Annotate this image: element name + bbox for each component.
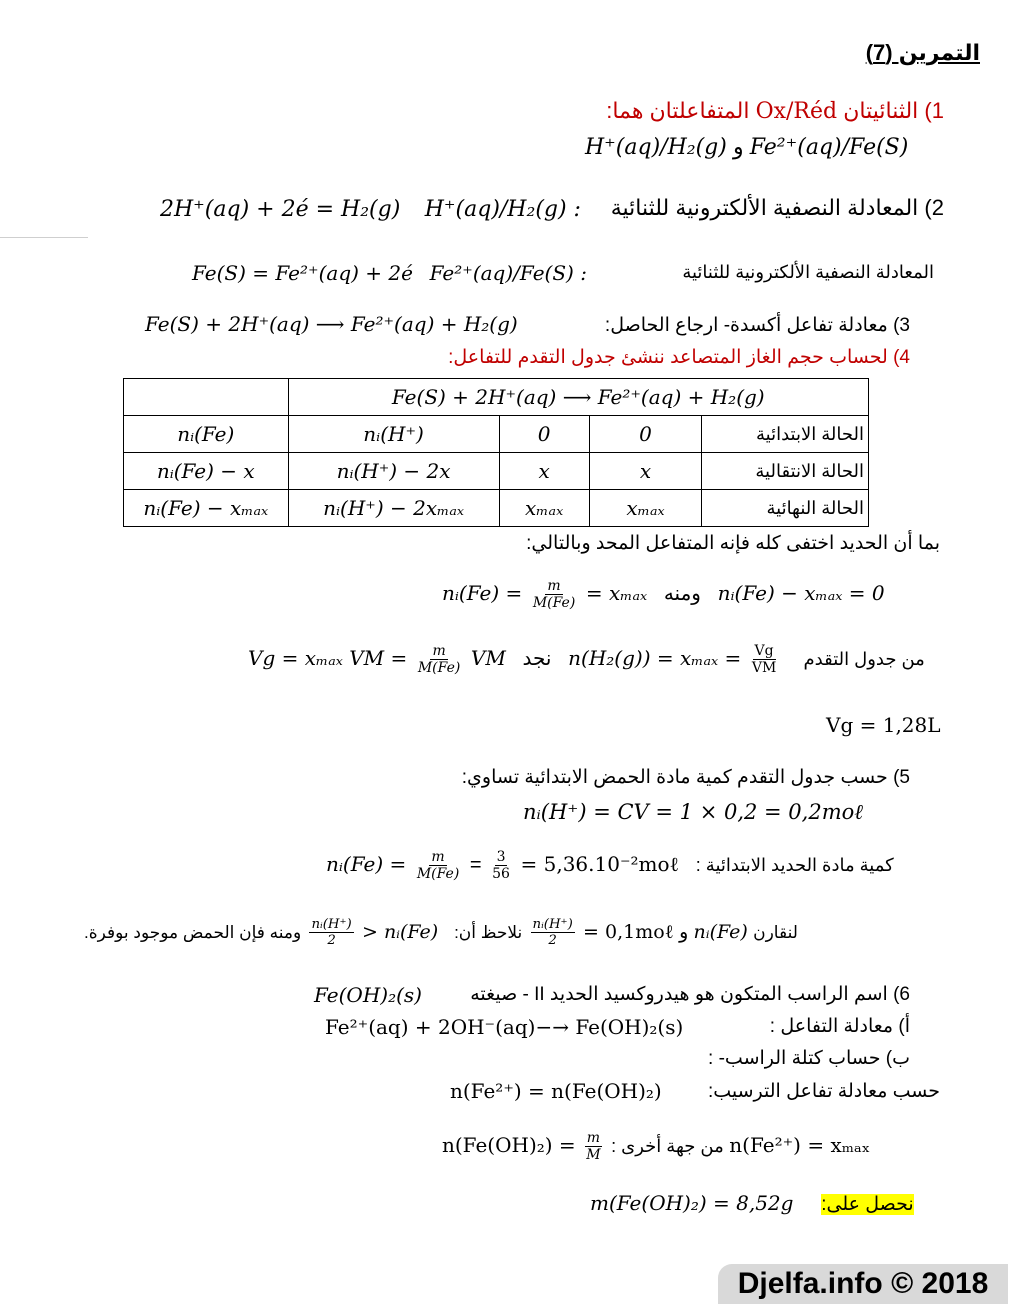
fraction-numerator: nᵢ(H⁺)	[532, 917, 573, 932]
q6-d-line	[442, 1130, 870, 1163]
fraction	[490, 849, 512, 882]
watermark: Djelfa.info © 2018	[718, 1264, 1008, 1304]
fraction-numerator: nᵢ(H⁺)	[311, 917, 352, 932]
q1-couple: Ox/Réd	[755, 99, 838, 124]
q2-text-b: المعادلة النصفية الألكترونية للثنائية	[682, 262, 934, 282]
q1-pairs	[585, 134, 908, 160]
q2-eq: 2H⁺(aq) + 2é = H₂(g)	[160, 197, 401, 222]
table-header-row	[124, 379, 869, 416]
q1-pair-a: Fe²⁺(aq)/Fe(S)	[749, 135, 909, 160]
q5-compare-line	[84, 917, 798, 949]
fraction	[416, 643, 463, 676]
q1-text: الثنائيتان	[843, 98, 919, 123]
q4-eq1-word: ومنه	[663, 582, 701, 605]
fraction-denominator: M(Fe)	[416, 866, 460, 883]
q5-cmp-and: و	[679, 921, 689, 943]
q2-text: المعادلة النصفية الألكترونية للثنائية	[610, 195, 919, 220]
advancement-table	[123, 378, 869, 527]
q4-equation-2	[248, 643, 925, 676]
q6-formula: Fe(OH)₂(s)	[314, 983, 422, 1007]
q6-d-text: من جهة أخرى :	[611, 1135, 724, 1156]
q6-d-eq-b: n(Fe(OH)₂) =	[442, 1132, 576, 1157]
q2-equation-b	[192, 262, 587, 286]
fraction	[750, 643, 778, 676]
q6-d-eq-a: n(Fe²⁺) = xₘₐₓ	[729, 1132, 871, 1157]
q4-eq2-word: نجد	[522, 647, 552, 670]
q6-c-equation: n(Fe²⁺) = n(Fe(OH)₂)	[450, 1079, 662, 1103]
table-corner-cell	[124, 379, 289, 416]
fraction-denominator: M(Fe)	[532, 595, 576, 612]
q5-cmp-conclusion: ومنه فإن الحمض موجود بوفرة.	[84, 922, 302, 942]
table-row	[124, 490, 869, 527]
q2-couple-b: Fe²⁺(aq)/Fe(S) :	[429, 261, 587, 285]
fraction-denominator: M(Fe)	[417, 660, 461, 677]
q2-eq-b: Fe(S) = Fe²⁺(aq) + 2é	[192, 261, 413, 285]
q5-fe-eq-b: = 5,36.10⁻²moℓ	[520, 851, 680, 876]
table-cell: 0	[589, 416, 702, 453]
fraction	[531, 917, 575, 949]
fraction	[584, 1130, 602, 1163]
fraction-numerator: 3	[496, 849, 506, 865]
q2-equation	[160, 196, 581, 222]
q6-a-equation: Fe²⁺(aq) + 2OH⁻(aq)−→ Fe(OH)₂(s)	[325, 1015, 684, 1039]
q6-a-label: أ) معادلة التفاعل :	[769, 1016, 910, 1037]
q1-line	[606, 98, 944, 124]
q1-text2: المتفاعلتان هما:	[606, 98, 750, 123]
table-cell: 0	[499, 416, 589, 453]
table-cell: x	[589, 453, 702, 490]
q5-line	[462, 767, 910, 789]
q4-eq1-right-b: = xₘₐₓ	[585, 580, 648, 605]
table-cell: nᵢ(Fe) − xₘₐₓ	[124, 490, 289, 527]
table-cell: nᵢ(H⁺) − 2xₘₐₓ	[288, 490, 499, 527]
q3-number: 3)	[893, 315, 910, 336]
q3-line	[605, 315, 910, 337]
q5-text: حسب جدول التقدم كمية مادة الحمض الابتدائية تساوي:	[461, 767, 888, 788]
q4-after-text: بما أن الحديد اختفى كله فإنه المتفاعل المحد وبالتالي:	[526, 533, 940, 554]
q5-fe-text: كمية مادة الحديد الابتدائية :	[695, 854, 894, 875]
table-cell: xₘₐₓ	[589, 490, 702, 527]
q5-cmp-note: نلاحظ أن:	[454, 922, 523, 942]
decorative-rule	[0, 237, 88, 238]
exercise-title: التمرين (7)	[865, 40, 980, 65]
fraction	[309, 917, 353, 949]
table-row	[124, 453, 869, 490]
q2-line	[611, 195, 944, 220]
table-cell: nᵢ(H⁺) − 2x	[288, 453, 499, 490]
q5-fe-line: nᵢ(Fe) = $\frac{m}{M(Fe)}$ = $\frac{3}{56}$ = 5,36.10⁻²moℓ كمية مادة الحديد الابتدائية :	[326, 849, 894, 883]
q5-cmp-a: nᵢ(Fe)	[693, 920, 748, 943]
q1-pair-b: H⁺(aq)/H₂(g)	[585, 135, 727, 160]
q6-b-label: ب) حساب كتلة الراسب- :	[708, 1048, 910, 1069]
q4-eq2-c: VM	[470, 645, 506, 670]
fraction-denominator: 56	[492, 866, 510, 883]
q4-equation-1	[442, 578, 885, 611]
fraction	[531, 578, 578, 611]
q6-c-text: حسب معادلة تفاعل الترسيب:	[707, 1081, 940, 1102]
q2-number: 2)	[924, 195, 944, 220]
q4-eq1-right-a: nᵢ(Fe) =	[442, 580, 523, 605]
q5-cmp-text: لنقارن	[753, 922, 798, 942]
table-cell: nᵢ(Fe) − x	[124, 453, 289, 490]
q4-number: 4)	[893, 347, 910, 368]
q6-final-line	[590, 1192, 914, 1216]
q5-equation: nᵢ(H⁺) = CV = 1 × 0,2 = 0,2moℓ	[523, 800, 864, 824]
q4-result: Vg = 1,28L	[826, 713, 941, 737]
q4-eq1-left: nᵢ(Fe) − xₘₐₓ = 0	[717, 580, 885, 605]
fraction	[415, 849, 462, 882]
q5-cmp-b: = 0,1moℓ	[583, 920, 674, 943]
fraction-numerator: m	[432, 643, 446, 659]
table-cell: xₘₐₓ	[499, 490, 589, 527]
table-row	[124, 416, 869, 453]
q1-and: و	[732, 134, 744, 159]
q6-number: 6)	[893, 984, 910, 1005]
q5-fe-eq-a: nᵢ(Fe) =	[326, 851, 407, 876]
fraction-denominator: 2	[548, 933, 557, 949]
q1-number: 1)	[924, 98, 944, 123]
table-cell: nᵢ(H⁺)	[288, 416, 499, 453]
q3-equation: Fe(S) + 2H⁺(aq) ⟶ Fe²⁺(aq) + H₂(g)	[145, 312, 518, 336]
table-cell: x	[499, 453, 589, 490]
fraction-denominator: 2	[327, 933, 336, 949]
table-cell: nᵢ(Fe)	[124, 416, 289, 453]
q6-final-eq: m(Fe(OH)₂) = 8,52g	[590, 1191, 794, 1215]
table-row-label: الحالة الانتقالية	[702, 453, 869, 490]
q4-eq2-b: Vg = xₘₐₓ VM =	[248, 645, 408, 670]
table-row-label: الحالة النهائية	[702, 490, 869, 527]
q6-line	[470, 984, 910, 1006]
q5-number: 5)	[893, 767, 910, 788]
table-reaction: Fe(S) + 2H⁺(aq) ⟶ Fe²⁺(aq) + H₂(g)	[288, 379, 868, 416]
fraction-numerator: m	[547, 578, 561, 594]
q6-final-label: نحصل على:	[821, 1194, 914, 1215]
q4-line	[448, 347, 910, 369]
q4-eq2-a: n(H₂(g)) = xₘₐₓ =	[568, 645, 742, 670]
q3-text: معادلة تفاعل أكسدة- ارجاع الحاصل:	[604, 315, 888, 336]
fraction-numerator: m	[586, 1130, 601, 1146]
fraction-numerator: m	[431, 849, 445, 865]
fraction-denominator: M	[586, 1147, 601, 1164]
q4-eq2-text: من جدول التقدم	[803, 648, 925, 669]
q4-text: لحساب حجم الغاز المتصاعد ننشئ جدول التقدم للتفاعل:	[448, 347, 888, 368]
q2-couple: H⁺(aq)/H₂(g) :	[424, 197, 581, 222]
q6-text: اسم الراسب المتكون هو هيدروكسيد الحديد II - صيغته	[470, 984, 888, 1005]
table-row-label: الحالة الابتدائية	[702, 416, 869, 453]
q5-cmp-c: > nᵢ(Fe)	[361, 920, 439, 943]
fraction-numerator: Vg	[754, 643, 774, 659]
fraction-denominator: VM	[751, 660, 777, 677]
